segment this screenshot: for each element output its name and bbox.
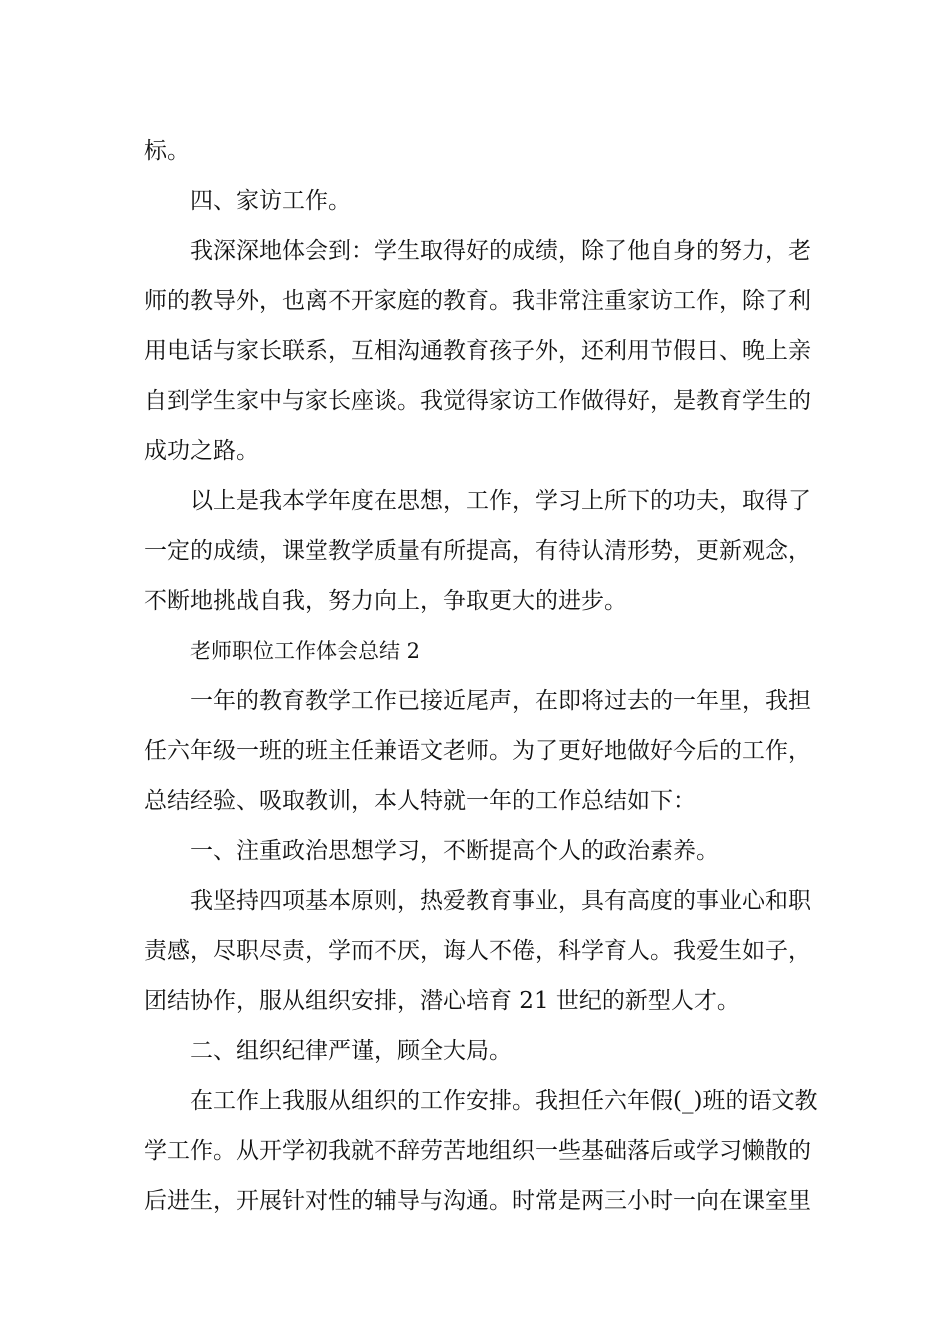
paragraph-line: 任六年级一班的班主任兼语文老师。为了更好地做好今后的工作， [144,738,811,764]
section-heading-discipline: 二、组织纪律严谨，顾全大局。 [190,1038,512,1064]
paragraph-line: 自到学生家中与家长座谈。我觉得家访工作做得好，是教育学生的 [144,388,811,414]
paragraph-line: 总结经验、吸取教训，本人特就一年的工作总结如下： [144,788,696,814]
paragraph-line: 用电话与家长联系，互相沟通教育孩子外，还利用节假日、晚上亲 [144,338,811,364]
paragraph-line: 我坚持四项基本原则，热爱教育事业，具有高度的事业心和职 [190,888,811,914]
paragraph-line: 团结协作，服从组织安排，潜心培育 21 世纪的新型人才。 [144,988,740,1014]
section-heading-political-study: 一、注重政治思想学习，不断提高个人的政治素养。 [190,838,719,864]
paragraph-line: 一年的教育教学工作已接近尾声，在即将过去的一年里，我担 [190,688,811,714]
section-heading-home-visit: 四、家访工作。 [190,188,351,214]
paragraph-line: 标。 [144,138,190,164]
paragraph-line: 成功之路。 [144,438,259,464]
paragraph-line: 我深深地体会到：学生取得好的成绩，除了他自身的努力，老 [190,238,811,264]
document-subtitle: 老师职位工作体会总结 2 [190,639,421,663]
paragraph-line: 不断地挑战自我，努力向上，争取更大的进步。 [144,588,627,614]
paragraph-line: 学工作。从开学初我就不辞劳苦地组织一些基础落后或学习懒散的 [144,1138,811,1164]
paragraph-line: 责感，尽职尽责，学而不厌，诲人不倦，科学育人。我爱生如子， [144,938,811,964]
paragraph-line: 师的教导外，也离不开家庭的教育。我非常注重家访工作，除了利 [144,288,811,314]
paragraph-line: 在工作上我服从组织的工作安排。我担任六年假(_)班的语文教 [190,1088,818,1114]
paragraph-line: 以上是我本学年度在思想，工作，学习上所下的功夫，取得了 [190,488,811,514]
paragraph-line: 后进生，开展针对性的辅导与沟通。时常是两三小时一向在课室里 [144,1188,811,1214]
paragraph-line: 一定的成绩，课堂教学质量有所提高，有待认清形势，更新观念， [144,538,811,564]
